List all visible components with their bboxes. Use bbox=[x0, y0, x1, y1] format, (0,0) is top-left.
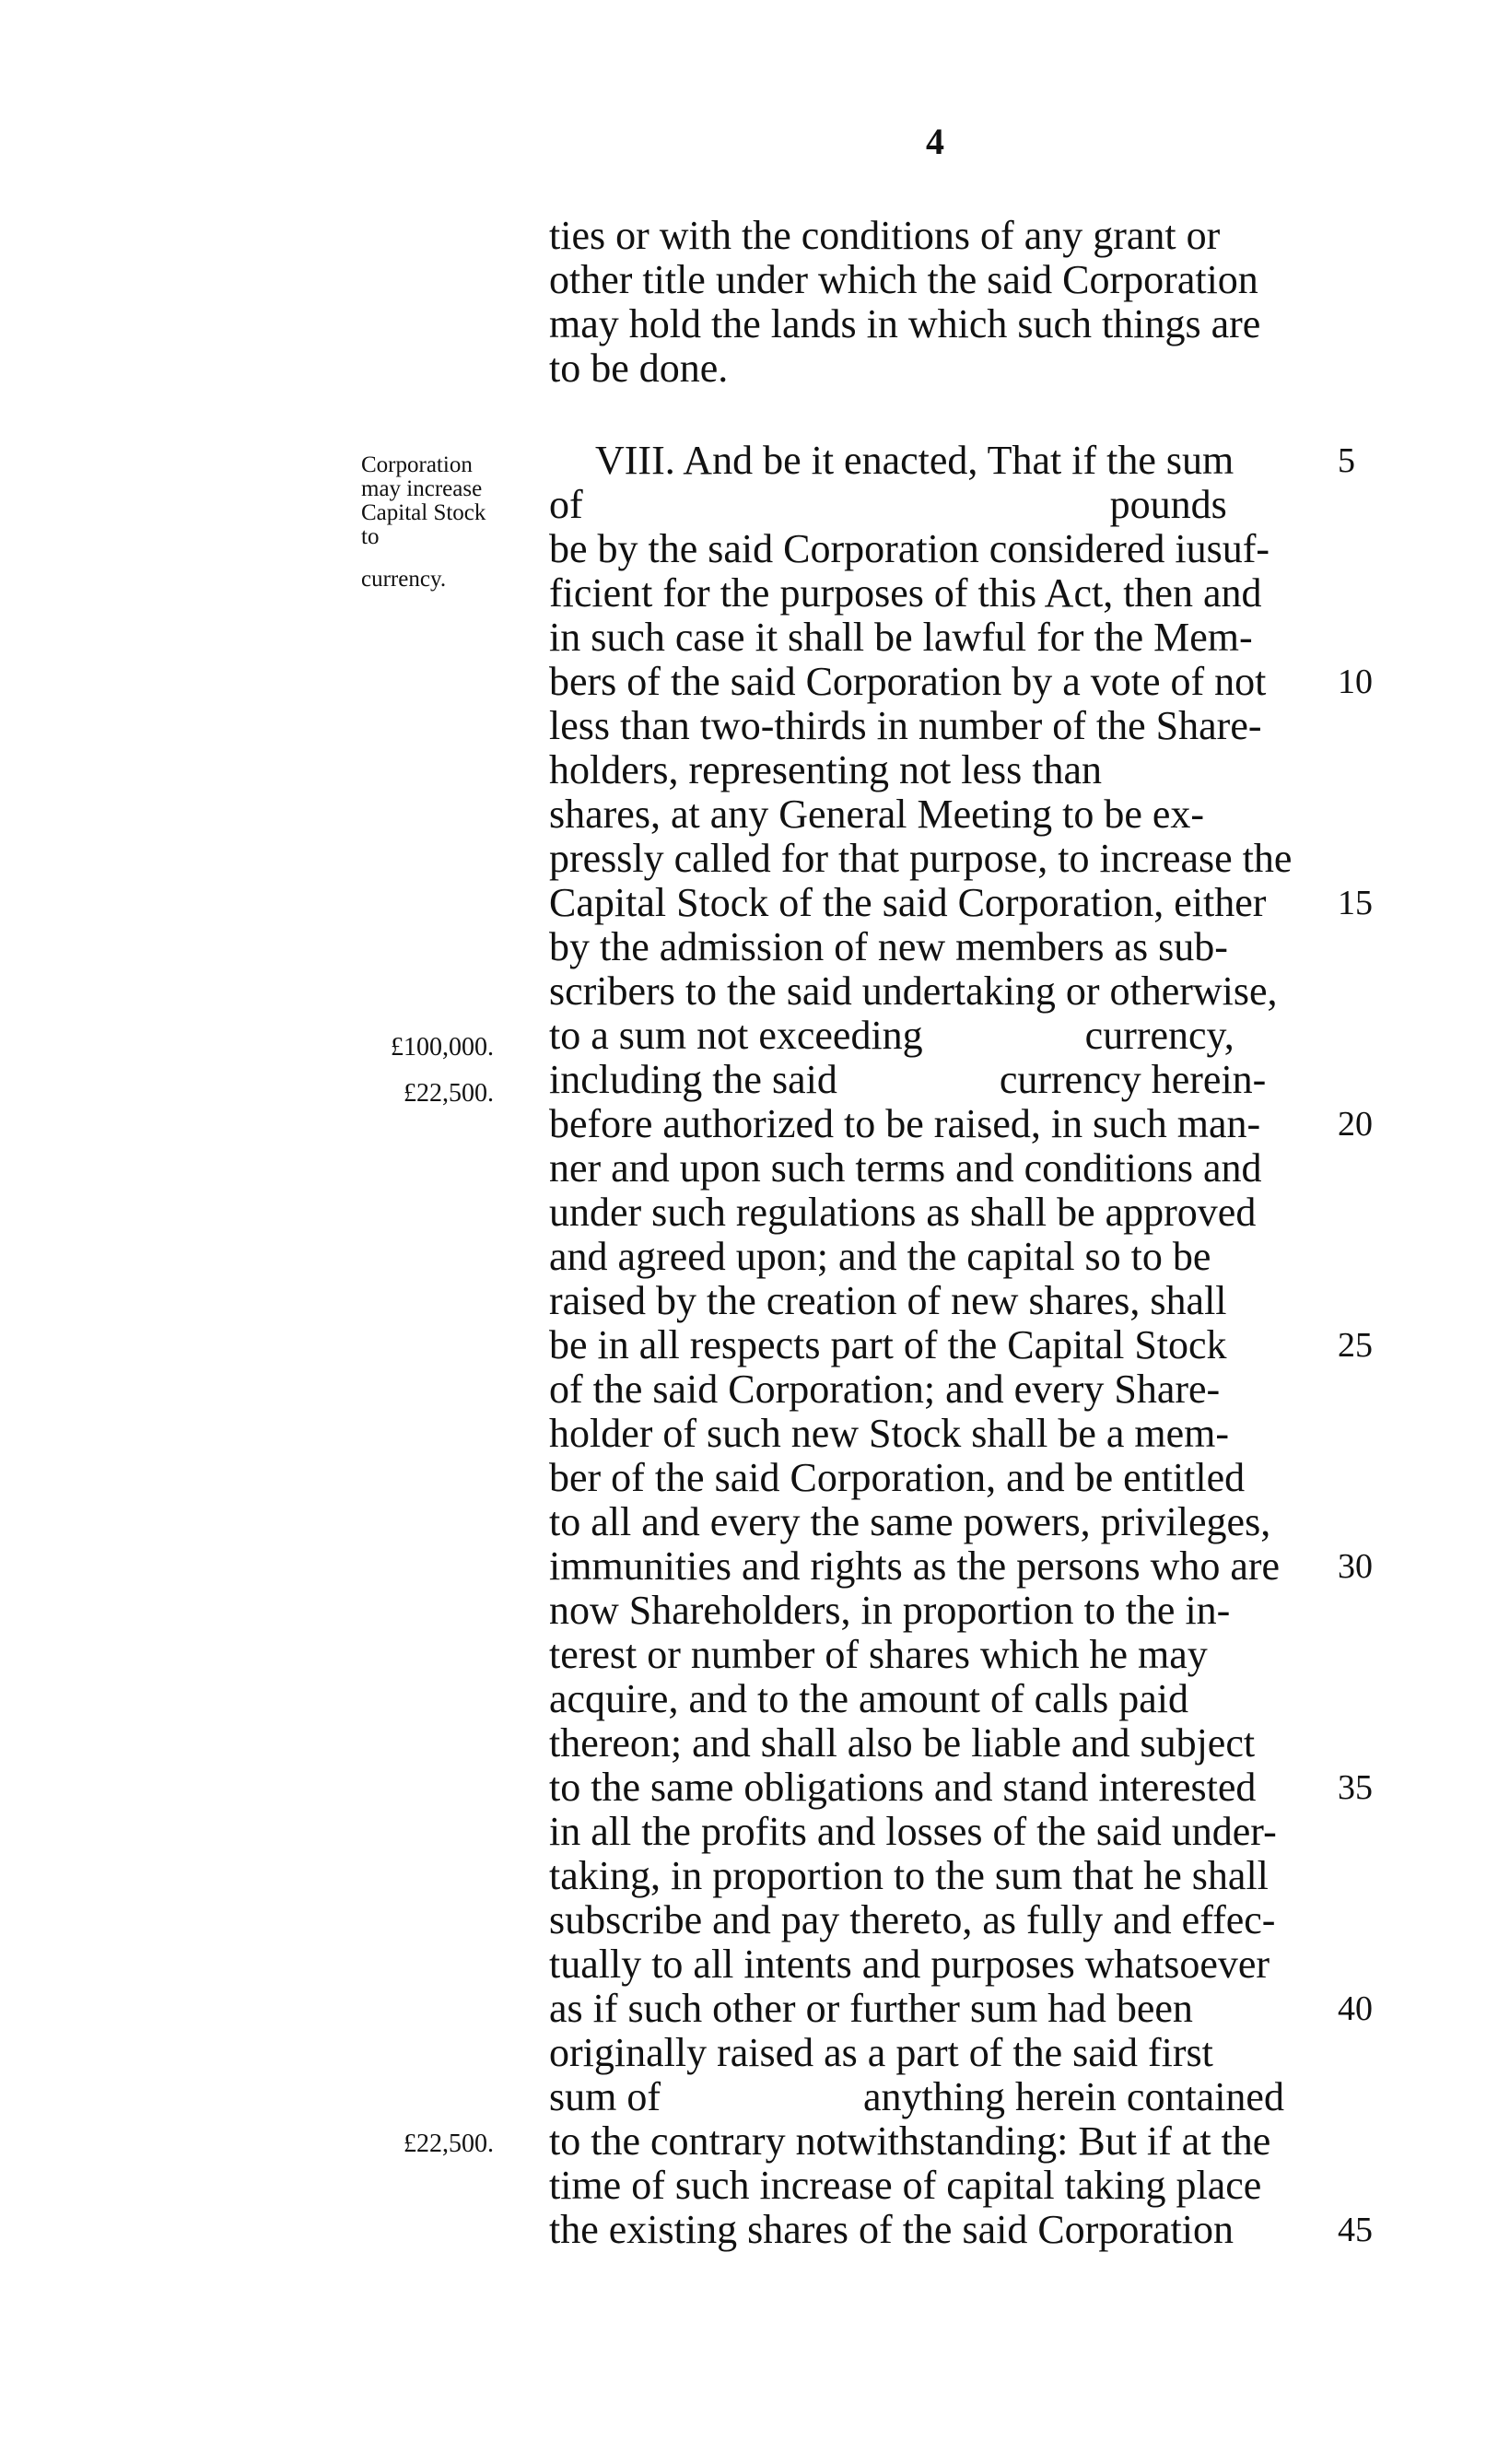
text-line: to all and every the same powers, privileges, bbox=[549, 1499, 1271, 1544]
line-number: 45 bbox=[1338, 2211, 1373, 2249]
margin-note-line: Corporation bbox=[361, 452, 473, 477]
text-line: to the contrary notwithstanding: But if at the bbox=[549, 2118, 1271, 2164]
text-line: holder of such new Stock shall be a mem- bbox=[549, 1411, 1230, 1456]
text-line: originally raised as a part of the said first bbox=[549, 2030, 1213, 2075]
line-number: 35 bbox=[1338, 1768, 1373, 1807]
text-line: to a sum not exceeding currency, bbox=[549, 1013, 1234, 1058]
line-number: 5 bbox=[1338, 441, 1355, 480]
text-line: to be done. bbox=[549, 346, 729, 391]
page-number: 4 bbox=[926, 121, 944, 162]
text-line: including the said currency herein- bbox=[549, 1057, 1267, 1102]
margin-amount: £22,500. bbox=[404, 2130, 494, 2158]
text-line: Capital Stock of the said Corporation, either bbox=[549, 880, 1267, 925]
line-number: 15 bbox=[1338, 884, 1373, 922]
text-line: be in all respects part of the Capital Stock bbox=[549, 1322, 1227, 1367]
text-line: and agreed upon; and the capital so to be bbox=[549, 1234, 1211, 1279]
line-number: 25 bbox=[1338, 1326, 1373, 1365]
text-line: subscribe and pay thereto, as fully and effec- bbox=[549, 1897, 1276, 1942]
text-line: shares, at any General Meeting to be ex- bbox=[549, 792, 1205, 837]
text-line: acquire, and to the amount of calls paid bbox=[549, 1676, 1188, 1721]
text-line: less than two-thirds in number of the Share- bbox=[549, 703, 1262, 748]
margin-amount: £100,000. bbox=[391, 1033, 494, 1062]
text-line: raised by the creation of new shares, shall bbox=[549, 1278, 1227, 1323]
text-line: holders, representing not less than bbox=[549, 747, 1102, 792]
text-line: sum of anything herein contained bbox=[549, 2074, 1284, 2119]
margin-amount: £22,500. bbox=[404, 1079, 494, 1108]
text-line: time of such increase of capital taking place bbox=[549, 2163, 1262, 2208]
text-line: ties or with the conditions of any grant or bbox=[549, 213, 1221, 258]
text-line: immunities and rights as the persons who are bbox=[549, 1543, 1281, 1589]
text-line: taking, in proportion to the sum that he shall bbox=[549, 1853, 1269, 1898]
line-number: 30 bbox=[1338, 1547, 1373, 1586]
text-line: may hold the lands in which such things are bbox=[549, 301, 1261, 346]
text-line: tually to all intents and purposes whatsoever bbox=[549, 1942, 1270, 1987]
text-line: by the admission of new members as sub- bbox=[549, 924, 1228, 969]
text-line: terest or number of shares which he may bbox=[549, 1632, 1208, 1677]
text-line: as if such other or further sum had been bbox=[549, 1986, 1193, 2031]
text-line: now Shareholders, in proportion to the in- bbox=[549, 1588, 1231, 1633]
text-line: of pounds bbox=[549, 482, 1227, 527]
margin-note-line: may increase bbox=[361, 476, 483, 501]
text-line: in all the profits and losses of the said under- bbox=[549, 1809, 1277, 1854]
text-line: in such case it shall be lawful for the Mem- bbox=[549, 615, 1253, 660]
line-number: 40 bbox=[1338, 1989, 1373, 2028]
line-number: 20 bbox=[1338, 1105, 1373, 1144]
section-heading-line: VIII. And be it enacted, That if the sum bbox=[595, 438, 1234, 483]
text-line: scribers to the said undertaking or otherwise, bbox=[549, 968, 1278, 1014]
text-line: under such regulations as shall be approved bbox=[549, 1190, 1257, 1235]
margin-note-line: currency. bbox=[361, 567, 447, 592]
text-line: before authorized to be raised, in such man- bbox=[549, 1101, 1261, 1146]
text-line: to the same obligations and stand interested bbox=[549, 1765, 1257, 1810]
text-line: ficient for the purposes of this Act, then and bbox=[549, 570, 1262, 616]
text-line: other title under which the said Corporation bbox=[549, 257, 1258, 302]
text-line: be by the said Corporation considered iusuf- bbox=[549, 526, 1270, 571]
line-number: 10 bbox=[1338, 663, 1373, 701]
margin-note-line: to bbox=[361, 524, 380, 549]
text-line: thereon; and shall also be liable and subject bbox=[549, 1720, 1256, 1766]
text-line: bers of the said Corporation by a vote of not bbox=[549, 659, 1267, 704]
text-line: the existing shares of the said Corporation bbox=[549, 2207, 1234, 2252]
text-line: ber of the said Corporation, and be entitled bbox=[549, 1455, 1246, 1500]
margin-note-line: Capital Stock bbox=[361, 500, 486, 525]
text-line: of the said Corporation; and every Share- bbox=[549, 1367, 1221, 1412]
text-line: ner and upon such terms and conditions and bbox=[549, 1145, 1262, 1191]
text-line: pressly called for that purpose, to increase the bbox=[549, 836, 1293, 881]
